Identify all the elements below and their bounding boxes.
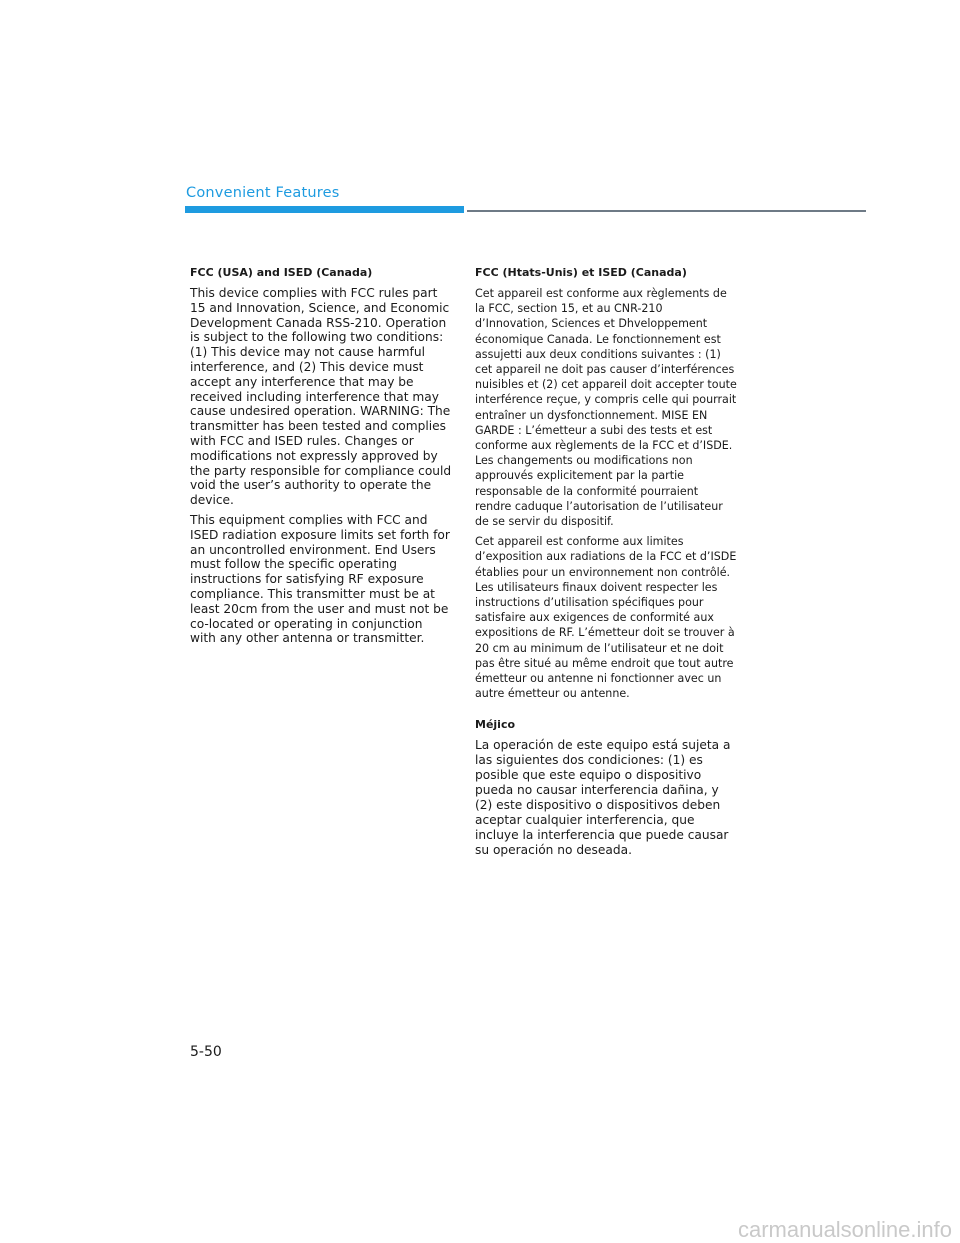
watermark: carmanualsonline.info: [737, 1217, 952, 1242]
section-title: Convenient Features: [186, 185, 340, 201]
right-column: [475, 266, 737, 863]
fcc-fr-paragraph-1: Cet appareil est conforme aux règlements de la FCC, section 15, et au CNR-210 d’Innovation, Sciences et Dhveloppement économique Canada. Le fonctionnement est assujetti aux deux conditions suivantes : (1) cet appareil ne doit pas causer d’interférences nuisibles et (2) cet appareil doit accepter toute interférence reçue, y compris celle qui pourrait entraîner un dysfonctionnement. MISE EN GARDE : L’émetteur a subi des tests et est conforme aux règlements de la FCC et d’ISDE. Les changements ou modifications non approuvés explicitement par la partie responsable de la conformité pourraient rendre caduque l’autorisation de l’utilisateur de se servir du dispositif.: [475, 287, 737, 529]
fcc-fr-paragraph-2: Cet appareil est conforme aux limites d’exposition aux radiations de la FCC et d’ISDE établies pour un environnement non contrôlé. Les utilisateurs finaux doivent respecter les instructions d’utilisation spécifiques pour satisfaire aux exigences de conformité aux expositions de RF. L’émetteur doit se trouver à 20 cm au minimum de l’utilisateur et ne doit pas être situé au même endroit que tout autre émetteur ou antenne ni fonctionner avec un autre émetteur ou antenne.: [475, 535, 737, 701]
mexico-heading: Méjico: [475, 718, 516, 732]
page-number: 5-50: [190, 1044, 222, 1060]
header-accent-bar: [185, 206, 464, 213]
fcc-usa-paragraph-2: This equipment complies with FCC and ISED radiation exposure limits set forth for an uncontrolled environment. End Users must follow the specific operating instructions for satisfying RF exposure compliance. This transmitter must be at least 20cm from the user and must not be co-located or operating in conjunction with any other antenna or transmitter.: [190, 512, 450, 646]
fcc-fr-heading: FCC (Htats-Unis) et ISED (Canada): [475, 266, 687, 279]
spacer: [475, 706, 737, 718]
fcc-usa-heading: FCC (USA) and ISED (Canada): [190, 266, 373, 279]
left-column: [190, 266, 452, 651]
mexico-paragraph: La operación de este equipo está sujeta a las siguientes dos condiciones: (1) es posible que este equipo o dispositivo pueda no causar interferencia dañina, y (2) este dispositivo o dispositivos deben aceptar cualquier interferencia, que incluye la interferencia que puede causar su operación no deseada.: [475, 738, 731, 857]
header-rule: [467, 210, 866, 212]
fcc-usa-paragraph-1: This device complies with FCC rules part 15 and Innovation, Science, and Economic Development Canada RSS-210. Operation is subject to the following two conditions: (1) This device may not cause harmful interference, and (2) This device must accept any interference that may be received including interference that may cause undesired operation. WARNING: The transmitter has been tested and complies with FCC and ISED rules. Changes or modifications not expressly approved by the party responsible for compliance could void the user’s authority to operate the device.: [190, 286, 452, 508]
